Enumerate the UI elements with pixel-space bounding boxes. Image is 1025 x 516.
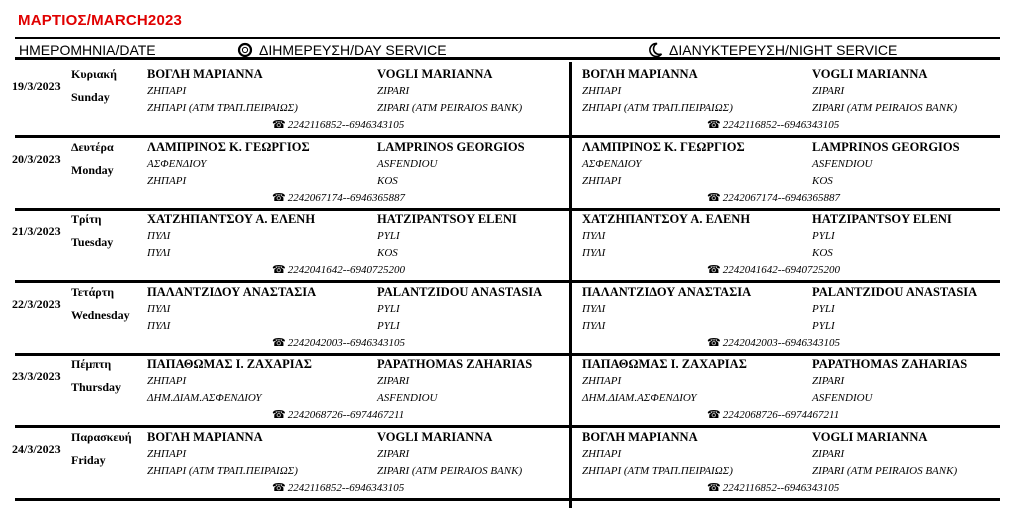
location-greek: ΑΣΦΕΝΔΙΟΥ — [147, 157, 207, 170]
weekday-english: Tuesday — [71, 235, 114, 250]
address-greek: ΔΗΜ.ΔΙΑΜ.ΑΣΦΕΝΔΙΟΥ — [147, 392, 262, 405]
weekday-greek: Τρίτη — [71, 212, 102, 227]
phone-icon: ☎ — [707, 336, 721, 349]
pharmacy-name-greek: ΛΑΜΠΡΙΝΟΣ Κ. ΓΕΩΡΓΙΟΣ — [582, 139, 745, 154]
pharmacy-name-english: PAPATHOMAS ZAHARIAS — [812, 357, 968, 372]
phone-text: 2242041642--6940725200 — [722, 264, 841, 277]
address-english: PYLI — [377, 319, 400, 332]
location-greek: ΖΗΠΑΡΙ — [582, 448, 622, 460]
day-service-pharmacy — [147, 137, 567, 209]
pharmacy-name-greek: ΠΑΠΑΘΩΜΑΣ Ι. ΖΑΧΑΡΙΑΣ — [582, 357, 747, 372]
pharmacy-name-greek: ΒΟΓΛΗ ΜΑΡΙΑΝΝΑ — [147, 67, 263, 81]
location-greek: ΖΗΠΑΡΙ — [147, 375, 187, 388]
location-greek: ΖΗΠΑΡΙ — [582, 375, 622, 388]
address-english: KOS — [812, 247, 833, 260]
day-service-pharmacy — [147, 64, 567, 136]
phone-text: 2242067174--6946365887 — [722, 191, 841, 204]
schedule-row — [12, 209, 1000, 281]
location-english: ZIPARI — [377, 85, 410, 97]
address-greek: ΖΗΠΑΡΙ (ΑΤΜ ΤΡΑΠ.ΠΕΙΡΑΙΩΣ) — [147, 102, 298, 114]
schedule-row — [12, 137, 1000, 209]
phone-text: 2242116852--6946343105 — [722, 119, 840, 131]
phone-icon: ☎ — [707, 409, 721, 422]
location-english: ZIPARI — [377, 448, 410, 460]
phone-icon: ☎ — [272, 191, 286, 204]
address-greek: ΖΗΠΑΡΙ — [582, 174, 622, 187]
phone-icon: ☎ — [272, 482, 286, 494]
pharmacy-name-english: VOGLI MARIANNA — [377, 67, 493, 81]
weekday-greek: Δευτέρα — [71, 139, 114, 154]
phone-text: 2242116852--6946343105 — [287, 482, 405, 494]
phone-numbers — [707, 263, 840, 276]
day-service-pharmacy — [147, 354, 567, 426]
pharmacy-name-english: PALANTZIDOU ANASTASIA — [812, 284, 978, 299]
weekday-english: Wednesday — [71, 307, 130, 322]
address-greek: ΖΗΠΑΡΙ (ΑΤΜ ΤΡΑΠ.ΠΕΙΡΑΙΩΣ) — [582, 465, 733, 477]
pharmacy-name-english: VOGLI MARIANNA — [812, 430, 928, 444]
sun-icon — [237, 42, 253, 58]
schedule-row — [12, 427, 1000, 499]
location-english: ZIPARI — [377, 375, 410, 388]
weekday-english: Monday — [71, 162, 114, 177]
pharmacy-name-greek: ΧΑΤΖΗΠΑΝΤΣΟΥ Α. ΕΛΕΝΗ — [147, 212, 316, 227]
row-date: 22/3/2023 — [12, 296, 61, 311]
row-date: 20/3/2023 — [12, 151, 61, 166]
pharmacy-name-greek: ΧΑΤΖΗΠΑΝΤΣΟΥ Α. ΕΛΕΝΗ — [582, 212, 751, 227]
day-service-header — [237, 42, 447, 58]
phone-text: 2242041642--6940725200 — [287, 264, 406, 277]
page-title: ΜΑΡΤΙΟΣ/MARCH2023 — [18, 12, 183, 29]
address-greek: ΖΗΠΑΡΙ — [147, 174, 187, 187]
location-english: ZIPARI — [812, 375, 845, 388]
address-english: ZIPARI (ATM PEIRAIOS BANK) — [812, 465, 958, 477]
address-greek: ΖΗΠΑΡΙ (ΑΤΜ ΤΡΑΠ.ΠΕΙΡΑΙΩΣ) — [582, 102, 733, 114]
address-greek: ΠΥΛΙ — [582, 319, 606, 332]
day-service-pharmacy — [147, 427, 567, 499]
address-english: PYLI — [812, 319, 835, 332]
row-date: 19/3/2023 — [12, 79, 61, 93]
address-english: ASFENDIOU — [812, 392, 873, 405]
row-date: 21/3/2023 — [12, 224, 61, 239]
row-date: 23/3/2023 — [12, 369, 61, 384]
schedule-row — [12, 282, 1000, 354]
night-service-pharmacy — [582, 427, 1002, 499]
pharmacy-name-english: VOGLI MARIANNA — [377, 430, 493, 444]
pharmacy-name-greek: ΠΑΠΑΘΩΜΑΣ Ι. ΖΑΧΑΡΙΑΣ — [147, 357, 312, 372]
pharmacy-name-english: VOGLI MARIANNA — [812, 67, 928, 81]
phone-text: 2242068726--6974467211 — [722, 409, 840, 422]
night-service-pharmacy — [582, 354, 1002, 426]
address-english: ZIPARI (ATM PEIRAIOS BANK) — [377, 102, 523, 114]
weekday-english: Thursday — [71, 380, 122, 395]
phone-text: 2242116852--6946343105 — [722, 482, 840, 494]
phone-icon: ☎ — [707, 191, 721, 204]
weekday-greek: Κυριακή — [71, 67, 117, 81]
schedule-row — [12, 354, 1000, 426]
phone-numbers — [272, 191, 405, 204]
location-english: PYLI — [377, 302, 400, 315]
weekday-english: Friday — [71, 453, 106, 467]
date-column-header: ΗΜΕΡΟΜΗΝΙΑ/DATE — [19, 42, 156, 58]
phone-icon: ☎ — [272, 336, 286, 349]
location-english: ZIPARI — [812, 448, 845, 460]
location-greek: ΖΗΠΑΡΙ — [147, 448, 187, 460]
location-english: ZIPARI — [812, 85, 845, 97]
address-english: ZIPARI (ATM PEIRAIOS BANK) — [377, 465, 523, 477]
phone-numbers — [272, 481, 404, 494]
phone-text: 2242042003--6946343105 — [722, 336, 841, 349]
night-service-header — [647, 42, 897, 58]
weekday-greek: Παρασκευή — [71, 430, 132, 444]
address-greek: ΔΗΜ.ΔΙΑΜ.ΑΣΦΕΝΔΙΟΥ — [582, 392, 697, 405]
address-greek: ΠΥΛΙ — [147, 319, 171, 332]
night-service-pharmacy — [582, 282, 1002, 354]
address-english: KOS — [812, 174, 833, 187]
moon-icon — [647, 42, 663, 58]
location-english: PYLI — [377, 230, 400, 243]
phone-numbers — [272, 263, 405, 276]
phone-numbers — [707, 481, 839, 494]
pharmacy-name-greek: ΒΟΓΛΗ ΜΑΡΙΑΝΝΑ — [582, 430, 698, 444]
phone-text: 2242116852--6946343105 — [287, 119, 405, 131]
day-service-label: ΔΙΗΜΕΡΕΥΣΗ/DAY SERVICE — [259, 42, 447, 58]
phone-icon: ☎ — [272, 409, 286, 422]
phone-icon: ☎ — [707, 264, 721, 277]
location-greek: ΠΥΛΙ — [147, 302, 171, 315]
phone-text: 2242068726--6974467211 — [287, 409, 405, 422]
location-greek: ΑΣΦΕΝΔΙΟΥ — [582, 157, 642, 170]
location-greek: ΖΗΠΑΡΙ — [582, 85, 622, 97]
day-service-pharmacy — [147, 282, 567, 354]
phone-icon: ☎ — [707, 119, 721, 131]
address-greek: ΖΗΠΑΡΙ (ΑΤΜ ΤΡΑΠ.ΠΕΙΡΑΙΩΣ) — [147, 465, 298, 477]
address-english: ZIPARI (ATM PEIRAIOS BANK) — [812, 102, 958, 114]
pharmacy-name-english: LAMPRINOS GEORGIOS — [377, 139, 525, 154]
pharmacy-name-english: HATZIPANTSOY ELENI — [377, 212, 517, 227]
location-greek: ΠΥΛΙ — [582, 230, 606, 243]
address-english: KOS — [377, 174, 398, 187]
pharmacy-name-greek: ΒΟΓΛΗ ΜΑΡΙΑΝΝΑ — [147, 430, 263, 444]
pharmacy-name-english: PAPATHOMAS ZAHARIAS — [377, 357, 533, 372]
address-english: ASFENDIOU — [377, 392, 438, 405]
phone-icon: ☎ — [272, 264, 286, 277]
phone-text: 2242067174--6946365887 — [287, 191, 406, 204]
address-greek: ΠΥΛΙ — [582, 247, 606, 260]
phone-numbers — [707, 191, 840, 204]
phone-numbers — [707, 118, 839, 131]
phone-icon: ☎ — [272, 119, 286, 131]
night-service-pharmacy — [582, 137, 1002, 209]
pharmacy-name-english: PALANTZIDOU ANASTASIA — [377, 284, 543, 299]
pharmacy-name-greek: ΠΑΛΑΝΤΖΙΔΟΥ ΑΝΑΣΤΑΣΙΑ — [147, 284, 317, 299]
table-header — [15, 37, 1000, 60]
night-service-label: ΔΙΑΝΥΚΤΕΡΕΥΣΗ/NIGHT SERVICE — [669, 42, 898, 58]
night-service-pharmacy — [582, 64, 1002, 136]
weekday-english: Sunday — [71, 90, 110, 104]
row-date: 24/3/2023 — [12, 442, 61, 456]
phone-icon: ☎ — [707, 482, 721, 494]
day-service-pharmacy — [147, 209, 567, 281]
location-greek: ΠΥΛΙ — [582, 302, 606, 315]
pharmacy-name-greek: ΛΑΜΠΡΙΝΟΣ Κ. ΓΕΩΡΓΙΟΣ — [147, 139, 310, 154]
weekday-greek: Τετάρτη — [71, 284, 115, 299]
location-english: PYLI — [812, 302, 835, 315]
pharmacy-name-english: HATZIPANTSOY ELENI — [812, 212, 952, 227]
address-greek: ΠΥΛΙ — [147, 247, 171, 260]
schedule-row — [12, 64, 1000, 136]
phone-text: 2242042003--6946343105 — [287, 336, 406, 349]
phone-numbers — [272, 118, 404, 131]
address-english: KOS — [377, 247, 398, 260]
location-english: ASFENDIOU — [377, 157, 438, 170]
location-english: ASFENDIOU — [812, 157, 873, 170]
pharmacy-name-greek: ΠΑΛΑΝΤΖΙΔΟΥ ΑΝΑΣΤΑΣΙΑ — [582, 284, 752, 299]
pharmacy-name-greek: ΒΟΓΛΗ ΜΑΡΙΑΝΝΑ — [582, 67, 698, 81]
phone-numbers — [272, 408, 404, 421]
phone-numbers — [707, 336, 840, 349]
location-greek: ΖΗΠΑΡΙ — [147, 85, 187, 97]
pharmacy-name-english: LAMPRINOS GEORGIOS — [812, 139, 960, 154]
weekday-greek: Πέμπτη — [71, 357, 112, 372]
phone-numbers — [707, 408, 839, 421]
row-separator — [15, 498, 1000, 501]
night-service-pharmacy — [582, 209, 1002, 281]
location-greek: ΠΥΛΙ — [147, 230, 171, 243]
location-english: PYLI — [812, 230, 835, 243]
phone-numbers — [272, 336, 405, 349]
